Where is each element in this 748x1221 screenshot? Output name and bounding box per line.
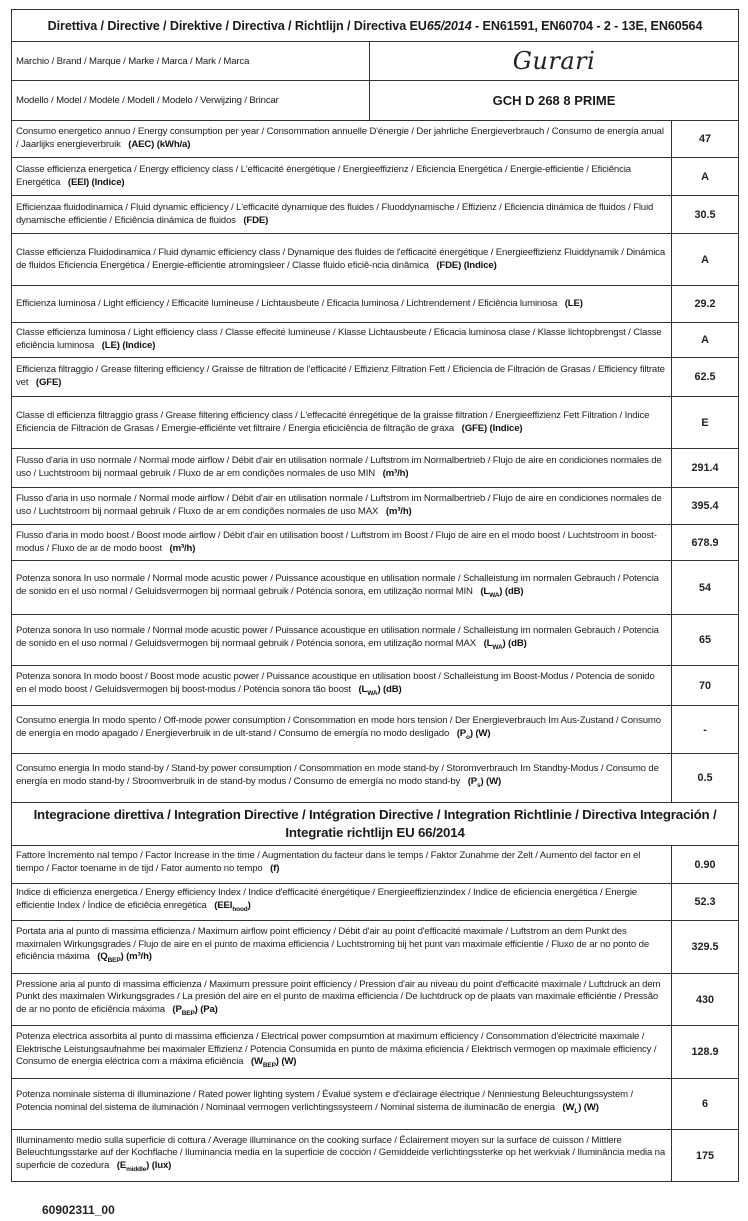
spec-description: Flusso d'aria in modo boost / Boost mode airflow / Débit d'air en utilisation boost / Luftstrom im Boost / Flujo de aire en el modo boost / Luchtstroom in boost-modus / Fluxo de ar de modo boost xyxy=(16,529,657,554)
spec-value: - xyxy=(672,706,739,754)
directive-header-row xyxy=(12,10,739,42)
spec-value: 70 xyxy=(672,666,739,706)
spec-unit: (FDE) xyxy=(243,214,269,226)
brand-logo: Gurari xyxy=(370,42,739,81)
spec-unit: $(L_{WA})$ (dB) xyxy=(483,638,527,651)
spec-row xyxy=(12,397,739,449)
spec-unit: (m³/h) xyxy=(385,506,412,517)
spec-description: Efficienza filtraggio / Grease filtering efficiency / Graisse de filtration de l'efficacité / Effizienz Filtration Fett / Eficiencia de Filtración de Grasas / Efficiency filtrate vet xyxy=(16,364,665,388)
spec-label xyxy=(12,525,672,561)
model-label: Modello / Model / Modèle / Modell / Modelo / Verwijzing / Brincar xyxy=(12,81,370,121)
spec-value: E xyxy=(672,397,739,449)
spec-row xyxy=(12,525,739,561)
brand-label: Marchio / Brand / Marque / Marke / Marca / Mark / Marca xyxy=(12,42,370,81)
spec-unit: $(P_{BEP})$ (Pa) xyxy=(172,1003,218,1017)
spec-description: Pressione aria al punto di massima efficienza / Maximum pressure point efficiency / Pression d'air au niveau du point d'efficacité maximale / Luftdruck an dem Punkt des maximalen Wirkungsgrades / La presión del aire en el punto de maxima efficiencia / De luchtdruck op de plaats van maximale efficiéntie / Pressão de ar no ponto de eficiência máxima xyxy=(16,978,661,1015)
model-row xyxy=(12,81,739,121)
spec-description: Fattore Incremento nal tempo / Factor Increase in the time / Augmentation du facteur dans le temps / Faktor Zunahme der Zelt / Aumento del factor en el tiempo / Factor toename in de tijd / Fator aumento no tempo xyxy=(16,849,641,874)
spec-label xyxy=(12,234,672,286)
spec-description: Potenza sonora In modo boost / Boost mode acustic power / Puissance acoustique en utilisation boost / Schalleistung im Boost-Modus / Potencia de sonido en el modo boost / Geluidsvermogen bij boost-modus / Poténcia sonora tão boost xyxy=(16,670,655,695)
spec-value: 128.9 xyxy=(672,1026,739,1079)
spec-label xyxy=(12,196,672,234)
document-code: 60902311_00 xyxy=(42,1203,115,1217)
spec-unit: $(E_{middle})$ (lux) xyxy=(116,1159,172,1173)
directive-number: 65/2014 xyxy=(426,18,472,33)
spec-row xyxy=(12,846,739,884)
spec-value: 54 xyxy=(672,561,739,615)
spec-unit: (EEI) (Indice) xyxy=(67,176,125,188)
spec-value: 62.5 xyxy=(672,358,739,397)
spec-value: A xyxy=(672,234,739,286)
spec-unit: (FDE) (Indice) xyxy=(436,259,497,271)
spec-row xyxy=(12,561,739,615)
spec-unit: (LE) (Indice) xyxy=(101,340,156,351)
spec-value: 29.2 xyxy=(672,286,739,323)
spec-description: Classe efficienza energetica / Energy efficiency class / L'efficacité énergétique / Energieeffizienz / Eficiencia Energética / Energie-efficientie / Eficiência Energética xyxy=(16,163,631,188)
spec-row xyxy=(12,754,739,803)
spec-value: 52.3 xyxy=(672,884,739,921)
spec-label xyxy=(12,615,672,666)
spec-description: Flusso d'aria in uso normale / Normal mode airflow / Débit d'air en utilisation normale / Luftstrom im Normalbertrieb / Flujo de aire en condiciones normales de uso / Luchtstroom bij normaal gebruik / Fluxo de ar em condições normales de uso MAX xyxy=(16,493,662,517)
spec-label xyxy=(12,666,672,706)
spec-description: Indice di efficienza energetica / Energy efficiency Index / Indice d'efficacité énergétique / Energieeffizienzindex / Indice de eficiencia energética / Energie efficientie Index / Índice de eficiêcia enregética xyxy=(16,887,637,912)
spec-row xyxy=(12,884,739,921)
energy-label-sheet xyxy=(11,9,738,1182)
spec-label xyxy=(12,286,672,323)
spec-label xyxy=(12,706,672,754)
spec-unit: $(P_s)$ (W) xyxy=(467,776,502,789)
spec-value: 175 xyxy=(672,1130,739,1182)
spec-description: Portata aria al punto di massima efficienza / Maximum airflow point efficiency / Débit d'air au point d'efficacité maximale / Luftstrom an dem Punkt des maximalen Wirkungsgrades / Flujo de aire en el punto de maxima efficiencia / Luchtstroming bij het punt van maximale efficientie / Fluxo de ar no ponto de eficiência máxima xyxy=(16,926,649,963)
spec-row xyxy=(12,358,739,397)
spec-row xyxy=(12,449,739,488)
integration-directive-title: Integracione direttiva / Integration Directive / Intégration Directive / Integration Richtlinie / Directiva Integración / Integratie richtlijn EU 66/2014 xyxy=(12,803,739,846)
spec-row xyxy=(12,1079,739,1130)
spec-value: 47 xyxy=(672,121,739,158)
spec-unit: (m³/h) xyxy=(169,542,196,554)
spec-label xyxy=(12,1026,672,1079)
spec-description: Consumo energia In modo stand-by / Stand-by power consumption / Consommation en mode stand-by / Storomverbrauch Im Standby-Modus / Consumo de energía en modo stand-by / Stroomverbruik in de stand-by modus / Consumo de emergía no modo stand-by xyxy=(16,763,659,788)
spec-row xyxy=(12,1130,739,1182)
spec-value: 678.9 xyxy=(672,525,739,561)
spec-description: Potenza nominale sistema di illuminazione / Rated power lighting system / Évalué system e d'éclairage électrique / Nenniestung Beleuchtungssystem / Potencia nominal del sistema de iluminación / Nominaal vermogen verlichtingssysteem / Nominal sistema de iluminacão de energia xyxy=(16,1089,634,1114)
spec-row xyxy=(12,1026,739,1079)
spec-unit: $(L_{WA})$ (dB) xyxy=(480,585,524,599)
spec-label xyxy=(12,974,672,1026)
spec-label xyxy=(12,397,672,449)
model-value: GCH D 268 8 PRIME xyxy=(370,81,739,121)
spec-row xyxy=(12,666,739,706)
spec-value: 291.4 xyxy=(672,449,739,488)
brand-row xyxy=(12,42,739,81)
spec-description: Consumo energia In modo spento / Off-mode power consumption / Consommation en mode hors tension / Der Energieverbrauch Im Aus-Zustand / Consumo de energía en modo apagado / Energieverbruik in de ult-stand / Consumo de emergía no modo desligado xyxy=(16,714,661,739)
spec-value: 6 xyxy=(672,1079,739,1130)
spec-unit: $(L_{WA})$ (dB) xyxy=(358,683,402,697)
spec-unit: $(W_L)$ (W) xyxy=(562,1102,599,1115)
spec-row xyxy=(12,615,739,666)
spec-unit: $(EEI_{hood})$ xyxy=(214,900,251,913)
spec-description: Illuminamento medio sulla superficie di cottura / Average illuminance on the cooking surface / Éclairement moyen sur la surface de cuisson / Mittlere Beleuchtungsstarke auf der Kochflache / Iluminancia media en la superficie de cocción / Gemiddeide verlichtingssterke op het werkviak / Iluminância media na superficie de cozedura xyxy=(16,1134,666,1171)
spec-label xyxy=(12,488,672,525)
directive-title: Direttiva / Directive / Direktive / Directiva / Richtlijn / Directiva EU65/2014 - EN61591, EN60704 - 2 - 13E, EN60564 xyxy=(12,10,739,42)
spec-description: Flusso d'aria in uso normale / Normal mode airflow / Débit d'air en utilisation normale / Luftstrom im Normalbertrieb / Flujo de aire en condiciones normales de uso / Luchtstroom bij normaal gebruik / Fluxo de ar em condições normales de uso MIN xyxy=(16,455,662,479)
spec-row xyxy=(12,158,739,196)
spec-value: A xyxy=(672,323,739,358)
spec-label xyxy=(12,1079,672,1130)
spec-value: 65 xyxy=(672,615,739,666)
spec-unit: (LE) xyxy=(564,297,583,309)
spec-value: 395.4 xyxy=(672,488,739,525)
spec-unit: (GFE) xyxy=(35,377,62,388)
spec-label xyxy=(12,884,672,921)
spec-label xyxy=(12,1130,672,1182)
spec-description: Potenza sonora In uso normale / Normal mode acustic power / Puissance acoustique en utilisation normale / Schalleistung im normalen Gebrauch / Potencia de sonido en el uso normal / Geluidsvermogen bij normaal gebruik / Poténcia sonora, em utilização normal MAX xyxy=(16,625,659,650)
spec-label xyxy=(12,561,672,615)
spec-row xyxy=(12,921,739,974)
spec-label xyxy=(12,121,672,158)
spec-row xyxy=(12,121,739,158)
spec-label xyxy=(12,323,672,358)
spec-value: 0.5 xyxy=(672,754,739,803)
spec-description: Potenza electrica assorbita al punto di massima efficienza / Electrical power compsumtion at maximum efficiency / Consommation d'électricité maximale / Elektrische Leistungsaufnahme bei maximaler Effizienz / Potencia Consumida en punto de máxima eficiencia / Elektrisch vermogen op maximale efficiency / Consumo de energia eléctrica com a máxima eficiência xyxy=(16,1031,657,1068)
spec-description: Classe efficienza Fluidodinamica / Fluid dynamic efficiency class / Dynamique des fluides de l'efficacité énergétique / Energieeffizienz Fluiddynamik / Dinámica de fluidos Eficiencia Energética / Energie-efficientie atromingsleer / Classe fluido eficiê-ncia dinâmica xyxy=(16,246,666,271)
spec-row xyxy=(12,234,739,286)
spec-label xyxy=(12,754,672,803)
spec-description: Classe efficienza luminosa / Light efficiency class / Classe effecité lumineuse / Klasse Lichtausbeute / Eficacia luminosa clase / Klasse lichtopbrengst / Classe eficiência luminosa xyxy=(16,327,662,351)
spec-row xyxy=(12,323,739,358)
spec-label xyxy=(12,921,672,974)
spec-unit: $(Q_{BEP})$ (m³/h) xyxy=(97,951,152,965)
spec-unit: (m³/h) xyxy=(382,468,409,479)
spec-label xyxy=(12,358,672,397)
spec-label xyxy=(12,846,672,884)
spec-row xyxy=(12,974,739,1026)
spec-unit: (AEC) (kWh/a) xyxy=(128,139,191,150)
spec-row xyxy=(12,286,739,323)
spec-row xyxy=(12,196,739,234)
spec-row xyxy=(12,706,739,754)
spec-label xyxy=(12,158,672,196)
spec-unit: $(W_{BEP})$ (W) xyxy=(250,1056,297,1070)
spec-value: 30.5 xyxy=(672,196,739,234)
spec-description: Efficienzaa fluidodinamica / Fluid dynamic efficiency / L'efficacité dynamique des fluides / Fluoddynamische / Effizienz / Eficiencia dinámica de fluidos / Fluid dynamische efficientie / Eficiência dinámica de fluidos xyxy=(16,201,654,226)
spec-label xyxy=(12,449,672,488)
spec-description: Classe dl efficienza filtraggio grass / Grease filtering efficiency class / L'effecacité énregétique de la graisse filtration / Energieeffizienz Fett Filtration / Indice Eficiencia de Filtración de Grasas / Emergie-efficiënte vet filtraire / Energia eficiciência de filtração de graxa xyxy=(16,409,650,434)
spec-unit: (f) xyxy=(270,862,280,874)
spec-row xyxy=(12,488,739,525)
spec-value: 329.5 xyxy=(672,921,739,974)
spec-description: Potenza sonora In uso normale / Normal mode acustic power / Puissance acoustique en utilisation normale / Schalleistung im normalen Gebrauch / Potencia de sonido en el uso normal / Geluidsvermogen bij normaal gebruik / Poténcia sonora, em utilização normal MIN xyxy=(16,572,659,597)
spec-value: 0.90 xyxy=(672,846,739,884)
integration-header-row xyxy=(12,803,739,846)
spec-unit: $(P_o)$ (W) xyxy=(456,727,491,741)
specification-table xyxy=(11,9,739,1182)
spec-value: 430 xyxy=(672,974,739,1026)
spec-description: Efficienza luminosa / Light efficiency / Efficacité lumineuse / Lichtausbeute / Eficacia luminosa / Lichtrendement / Eficiência luminosa xyxy=(16,297,558,309)
spec-description: Consumo energetico annuo / Energy consumption per year / Consommation annuelle D'énergie / Der jahrliche Energieverbrauch / Consumo de energía anual / Jaarlijks energieverbruik xyxy=(16,126,664,150)
spec-value: A xyxy=(672,158,739,196)
spec-unit: (GFE) (Indice) xyxy=(461,422,523,434)
